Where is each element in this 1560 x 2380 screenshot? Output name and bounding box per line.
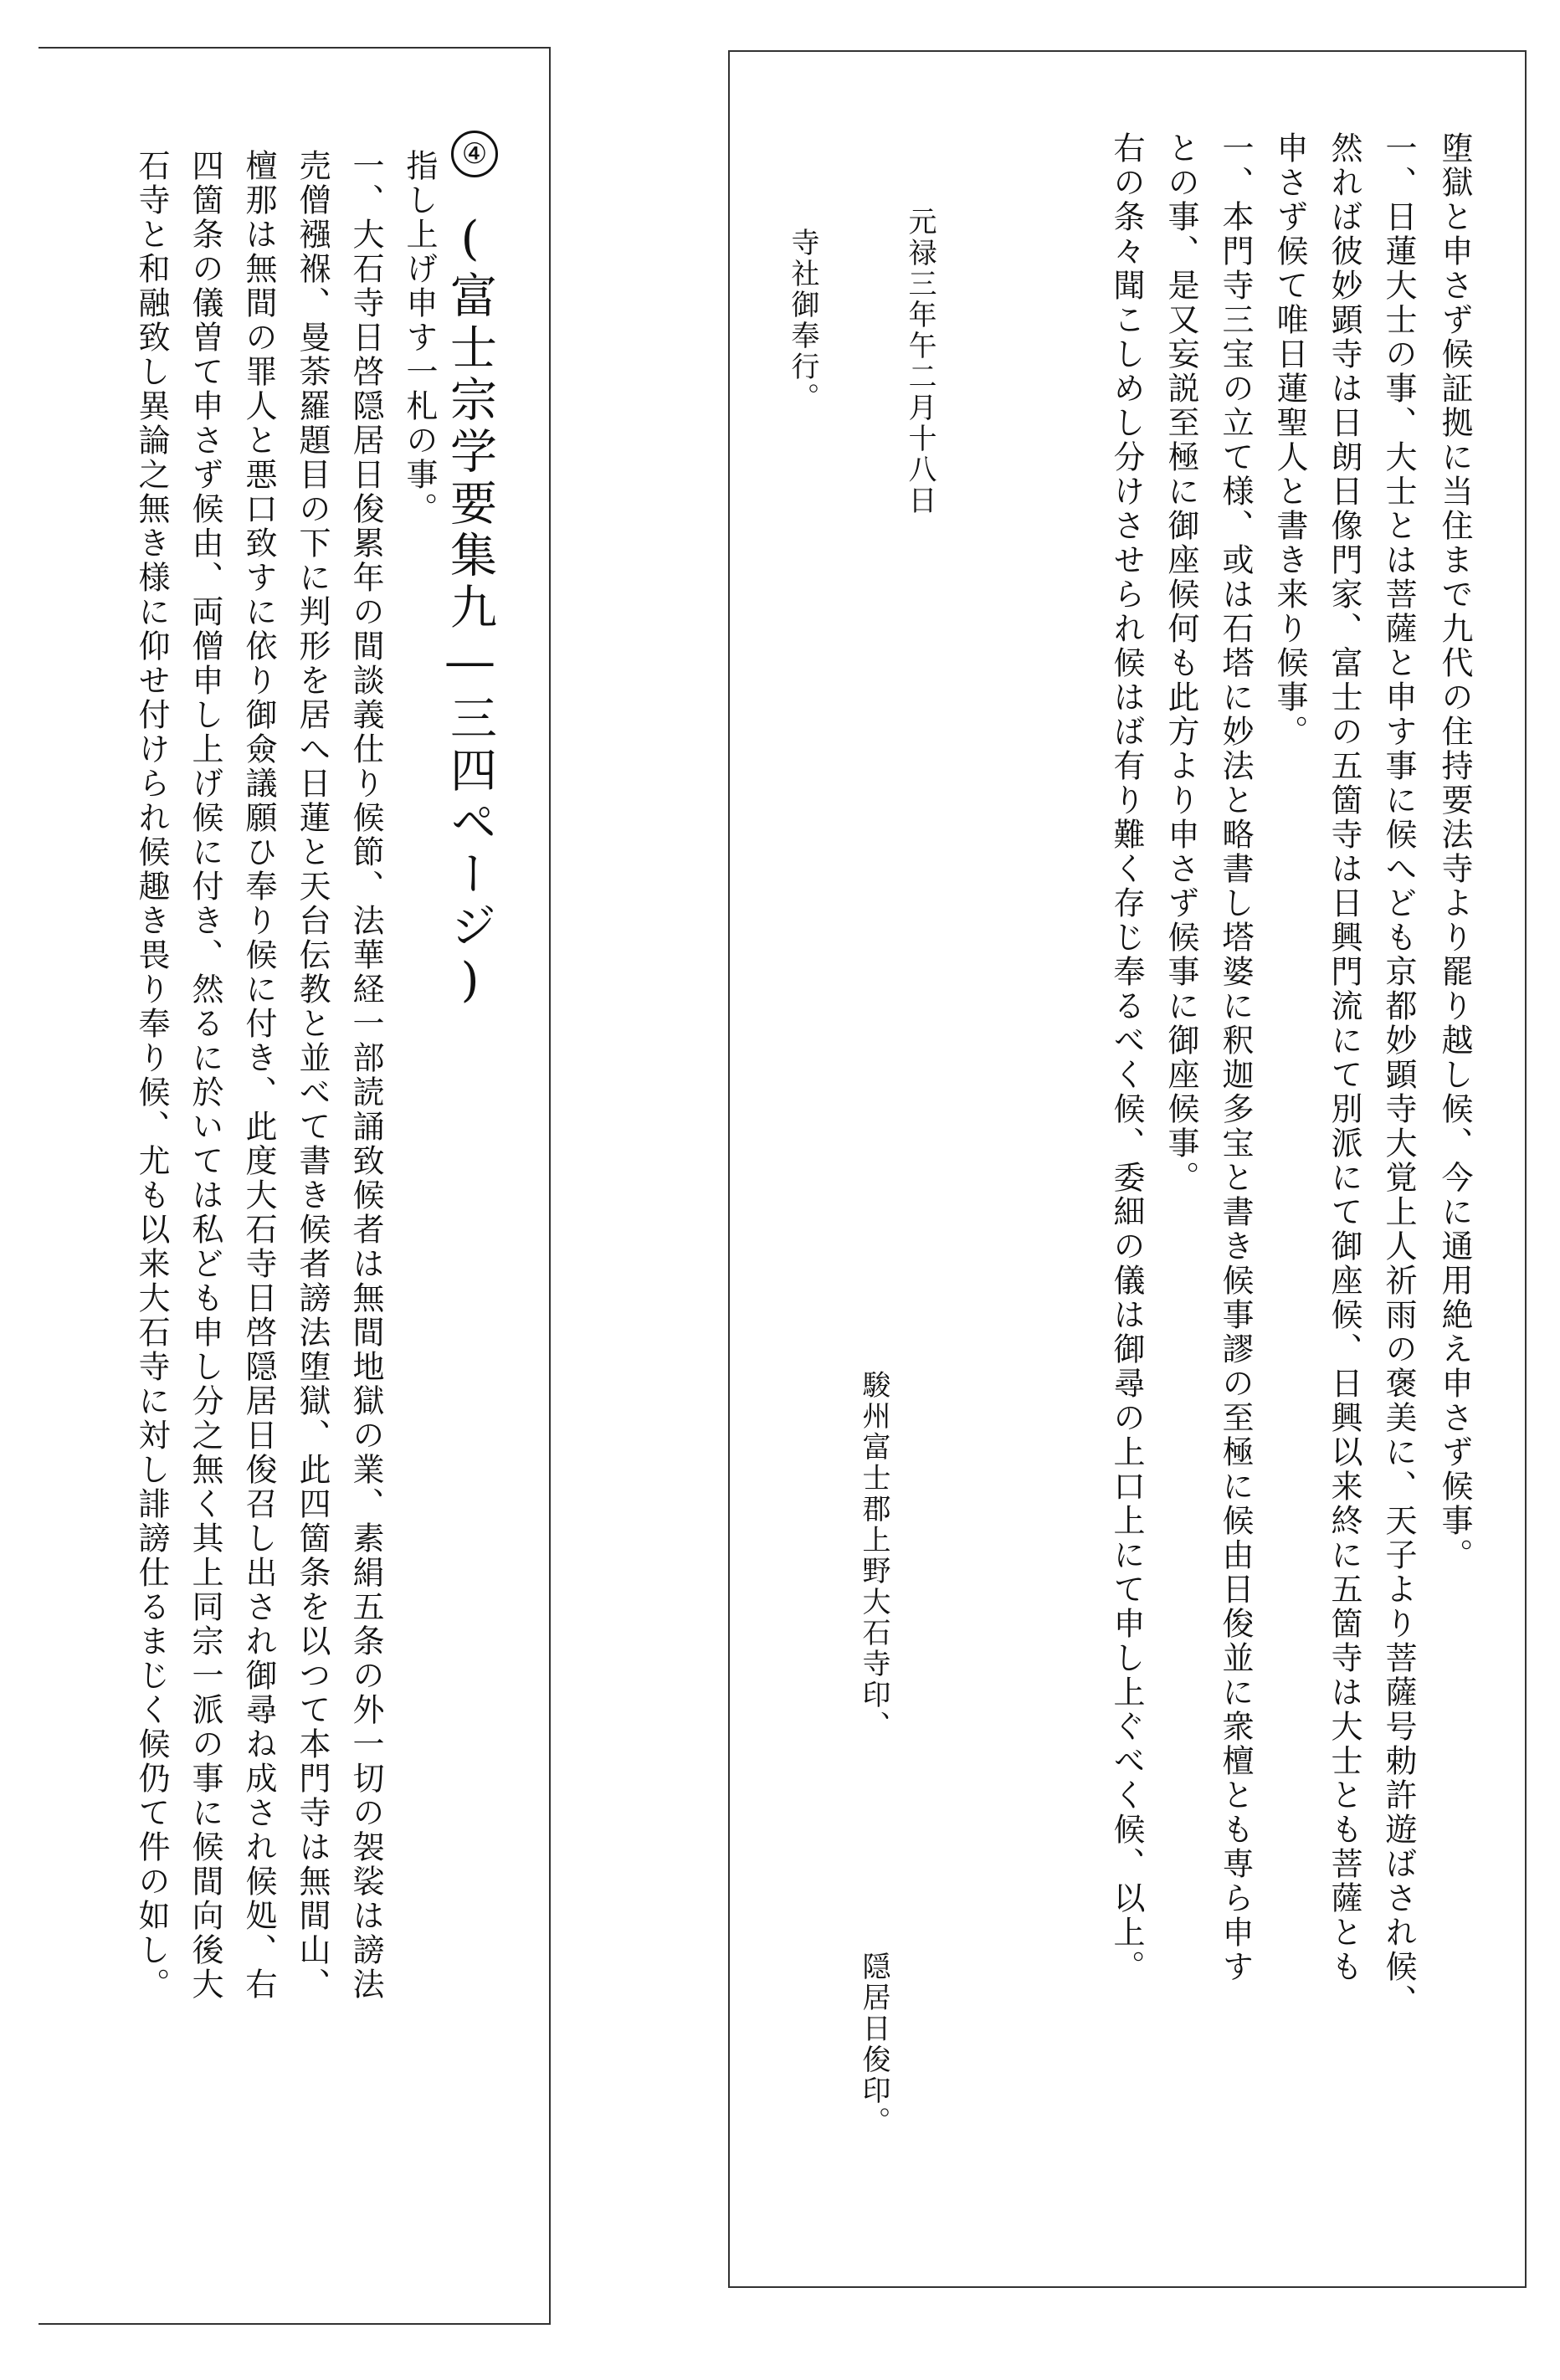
signature-retired: 隠居日俊印。 [857,1952,890,2137]
text-line: 一、本門寺三宝の立て様、或は石塔に妙法と略書し塔婆に釈迦多宝と書き候事謬の至極に候由日俊並に衆檀とも専ら申す [1217,131,1254,1984]
signature-temple: 駿州富士郡上野大石寺印、 [857,1370,890,1741]
text-line: との事、是又妄説至極に御座候何も此方より申さず候事に御座候事。 [1162,131,1199,1195]
addressee-line: 寺社御奉行。 [786,228,819,413]
text-line: 一、大石寺日啓隠居日俊累年の間談義仕り候節、法華経一部読誦致候者は無間地獄の業、素絹五条の外一切の袈裟は謗法 [347,149,384,2002]
right-text-columns [730,52,1525,2286]
left-document-panel [38,47,551,2325]
text-line: 然れば彼妙顕寺は日朗日像門家、富士の五箇寺は日興門流にて別派にて御座候、日興以来終に五箇寺は大士とも菩薩とも [1326,131,1362,1984]
text-line: 堕獄と申さず候証拠に当住まで九代の住持要法寺より罷り越し候、今に通用絶え申さず候事。 [1436,131,1473,1572]
text-line: 右の条々聞こしめし分けさせられ候はば有り難く存じ奉るべく候、委細の儀は御尋の上口上にて申し上ぐべく候、以上。 [1108,131,1145,1984]
text-line: 檀那は無間の罪人と悪口致すに依り御僉議願ひ奉り候に付き、此度大石寺日啓隠居日俊召し出され御尋ね成され候処、右 [240,149,277,2002]
date-line: 元禄三年午二月十八日 [903,207,937,516]
text-line: 石寺と和融致し異論之無き様に仰せ付けられ候趣き畏り奉り候、尤も以来大石寺に対し誹謗仕るまじく候仍て件の如し。 [133,149,170,2002]
text-line: 売僧襁褓、曼荼羅題目の下に判形を居へ日蓮と天台伝教と並べて書き候者謗法堕獄、此四箇条を以つて本門寺は無間山、 [294,149,331,2002]
text-line: 一、日蓮大士の事、大士とは菩薩と申す事に候へども京都妙顕寺大覚上人祈雨の褒美に、天子より菩薩号勅許遊ばされ候、 [1380,131,1417,2018]
text-line: 四箇条の儀曽て申さず候由、両僧申し上げ候に付き、然るに於いては私ども申し分之無く其上同宗一派の事に候間向後大 [187,149,223,2002]
text-line: 指し上げ申す一札の事。 [401,149,438,526]
right-document-panel [728,50,1527,2288]
section-number: ④ [451,131,498,177]
section-title: (富士宗学要集九―三四ページ) [443,212,497,1013]
text-line: 申さず候て唯日蓮聖人と書き来り候事。 [1271,131,1308,749]
